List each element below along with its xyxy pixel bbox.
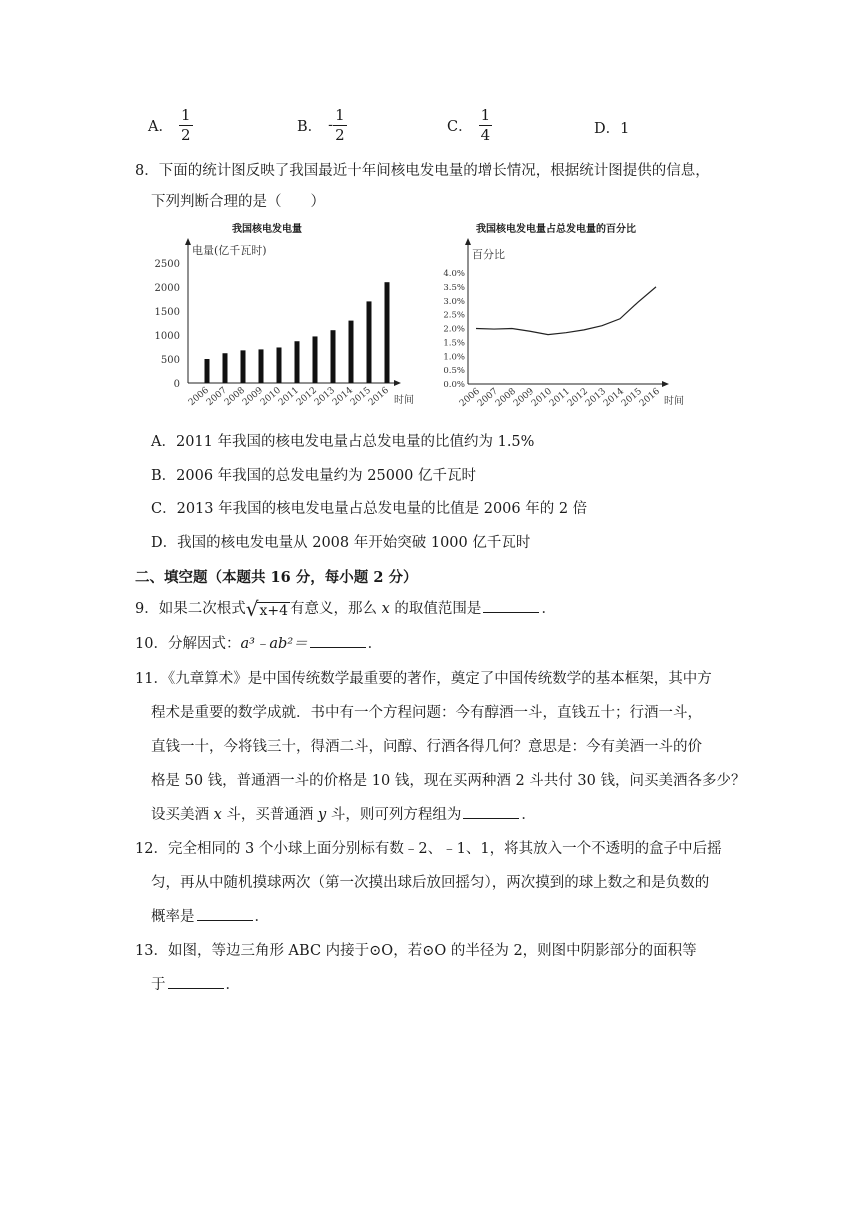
x-tick-label: 2013 — [312, 385, 337, 409]
x-tick-label: 2009 — [240, 385, 265, 409]
x-axis-arrow — [394, 380, 401, 386]
y-tick-label: 2500 — [154, 259, 180, 270]
y-tick-label: 2.5% — [443, 310, 465, 321]
question-8-option-a: A．2011 年我国的核电发电量占总发电量的比值约为 1.5% — [151, 434, 535, 450]
line-chart-title: 我国核电发电量占总发电量的百分比 — [476, 224, 636, 235]
line-chart — [428, 218, 688, 418]
x-tick-label: 2016 — [366, 385, 391, 409]
bar-chart-svg — [150, 218, 420, 418]
bar — [367, 301, 372, 383]
y-tick-label: 0.5% — [443, 366, 465, 377]
bar — [331, 330, 336, 383]
question-11-line-1: 11．《九章算术》是中国传统数学最重要的著作，奠定了中国传统数学的基本框架，其中方 — [135, 671, 712, 687]
x-tick-label: 2006 — [186, 385, 211, 409]
y-tick-label: 4.0% — [443, 269, 465, 279]
square-root: √ x+4 — [245, 597, 289, 621]
x-tick-label: 2016 — [637, 386, 662, 410]
y-tick-label: 1500 — [154, 307, 180, 318]
answer-blank[interactable] — [197, 906, 253, 921]
option-label: C． — [447, 119, 473, 135]
option-label: A． — [148, 119, 173, 135]
question-8-line-1: 8．下面的统计图反映了我国最近十年间核电发电量的增长情况，根据统计图提供的信息， — [135, 163, 710, 179]
x-tick-label: 2013 — [583, 386, 608, 410]
x-tick-label: 2009 — [511, 386, 536, 410]
y-tick-label: 1.5% — [443, 338, 465, 349]
fraction: $\frac{1}{4}$ — [480, 106, 491, 144]
y-axis-arrow — [185, 238, 191, 245]
question-8-option-b: B．2006 年我国的总发电量约为 25000 亿千瓦时 — [151, 468, 477, 484]
y-tick-label: 0.0% — [443, 380, 465, 390]
bar — [385, 282, 390, 383]
y-tick-label: 3.5% — [443, 282, 465, 293]
x-tick-label: 2011 — [547, 386, 572, 410]
x-tick-label: 2012 — [565, 386, 590, 410]
y-tick-label: 1000 — [154, 331, 180, 342]
question-10: 10．分解因式：a³﹣ab²＝ ． — [135, 632, 382, 653]
option-label: B． — [297, 119, 323, 135]
minus-sign: - — [328, 117, 334, 134]
x-tick-label: 2011 — [276, 385, 301, 409]
question-8-option-d: D．我国的核电发电量从 2008 年开始突破 1000 亿千瓦时 — [151, 535, 531, 551]
radical-sign: √ — [245, 597, 259, 621]
question-8-option-c: C．2013 年我国的核电发电量占总发电量的比值是 2006 年的 2 倍 — [151, 501, 588, 517]
question-9: 9．如果二次根式 √ x+4 有意义，那么 x 的取值范围是 ． — [135, 597, 556, 621]
y-tick-label: 0 — [173, 379, 180, 390]
y-tick-label: 500 — [160, 355, 180, 366]
x-tick-label: 2008 — [493, 386, 518, 410]
x-tick-label: 2006 — [457, 386, 482, 410]
answer-blank[interactable] — [168, 974, 224, 989]
answer-blank[interactable] — [483, 598, 539, 613]
question-12-line-1: 12．完全相同的 3 个小球上面分别标有数﹣2、﹣1、1，将其放入一个不透明的盒子中后摇 — [135, 841, 722, 857]
bar — [277, 347, 282, 383]
question-11-line-4: 格是 50 钱，普通酒一斗的价格是 10 钱，现在买两种酒 2 斗共付 30 钱，问买美酒各多少？ — [151, 773, 746, 789]
x-tick-label: 2015 — [619, 386, 644, 410]
x-tick-label: 2012 — [294, 385, 319, 409]
bar-chart-title: 我国核电发电量 — [232, 224, 302, 235]
x-axis-label: 时间 — [664, 396, 684, 407]
q7-option-b — [297, 108, 347, 143]
bar — [223, 353, 228, 383]
x-tick-label: 2015 — [348, 385, 373, 409]
question-12-line-3: 概率是 ． — [151, 905, 269, 926]
x-tick-label: 2010 — [258, 385, 283, 409]
q7-option-c — [447, 108, 492, 143]
x-tick-label: 2010 — [529, 386, 554, 410]
answer-blank[interactable] — [310, 633, 366, 648]
x-tick-label: 2014 — [601, 386, 626, 410]
question-8-line-2: 下列判断合理的是（ ） — [151, 194, 325, 210]
question-11-line-3: 直钱一十，今将钱三十，得酒二斗，问醇、行酒各得几何？意思是：今有美酒一斗的价 — [151, 739, 702, 755]
x-tick-label: 2008 — [222, 385, 247, 409]
question-12-line-2: 匀，再从中随机摸球两次（第一次摸出球后放回摇匀），两次摸到的球上数之和是负数的 — [151, 875, 710, 891]
question-11-line-5: 设买美酒 x 斗，买普通酒 y 斗，则可列方程组为 ． — [151, 803, 536, 824]
question-11-line-2: 程术是重要的数学成就．书中有一个方程问题：今有醇酒一斗，直钱五十；行酒一斗， — [151, 705, 702, 721]
fraction: $\frac{1}{2}$ — [180, 106, 191, 144]
bar — [241, 350, 246, 383]
x-axis-label: 时间 — [394, 395, 414, 406]
y-tick-label: 1.0% — [443, 352, 465, 363]
line-chart-svg — [428, 218, 688, 418]
y-tick-label: 2000 — [154, 283, 180, 294]
x-axis-arrow — [662, 381, 669, 387]
bar — [295, 341, 300, 383]
bar — [259, 349, 264, 383]
bar — [205, 359, 210, 383]
x-tick-label: 2007 — [475, 386, 500, 410]
x-tick-label: 2007 — [204, 385, 229, 409]
bar-chart — [150, 218, 420, 418]
y-tick-label: 3.0% — [443, 296, 465, 307]
y-axis-arrow — [465, 238, 471, 245]
question-13-line-1: 13．如图，等边三角形 ABC 内接于⊙O，若⊙O 的半径为 2，则图中阴影部分的面积等 — [135, 943, 697, 959]
fraction: $\frac{1}{2}$ — [335, 106, 345, 144]
data-line — [476, 287, 656, 335]
y-axis-label: 电量(亿千瓦时) — [192, 244, 267, 257]
section-title: 二、填空题（本题共 16 分，每小题 2 分） — [135, 569, 418, 586]
bar — [349, 321, 354, 383]
y-axis-label: 百分比 — [472, 248, 505, 261]
question-13-line-2: 于 ． — [151, 973, 240, 994]
q7-option-a — [148, 108, 193, 143]
x-tick-label: 2014 — [330, 385, 355, 409]
bar — [313, 336, 318, 383]
q7-option-d: D．1 — [594, 121, 630, 137]
y-tick-label: 2.0% — [443, 324, 465, 335]
answer-blank[interactable] — [463, 804, 519, 819]
